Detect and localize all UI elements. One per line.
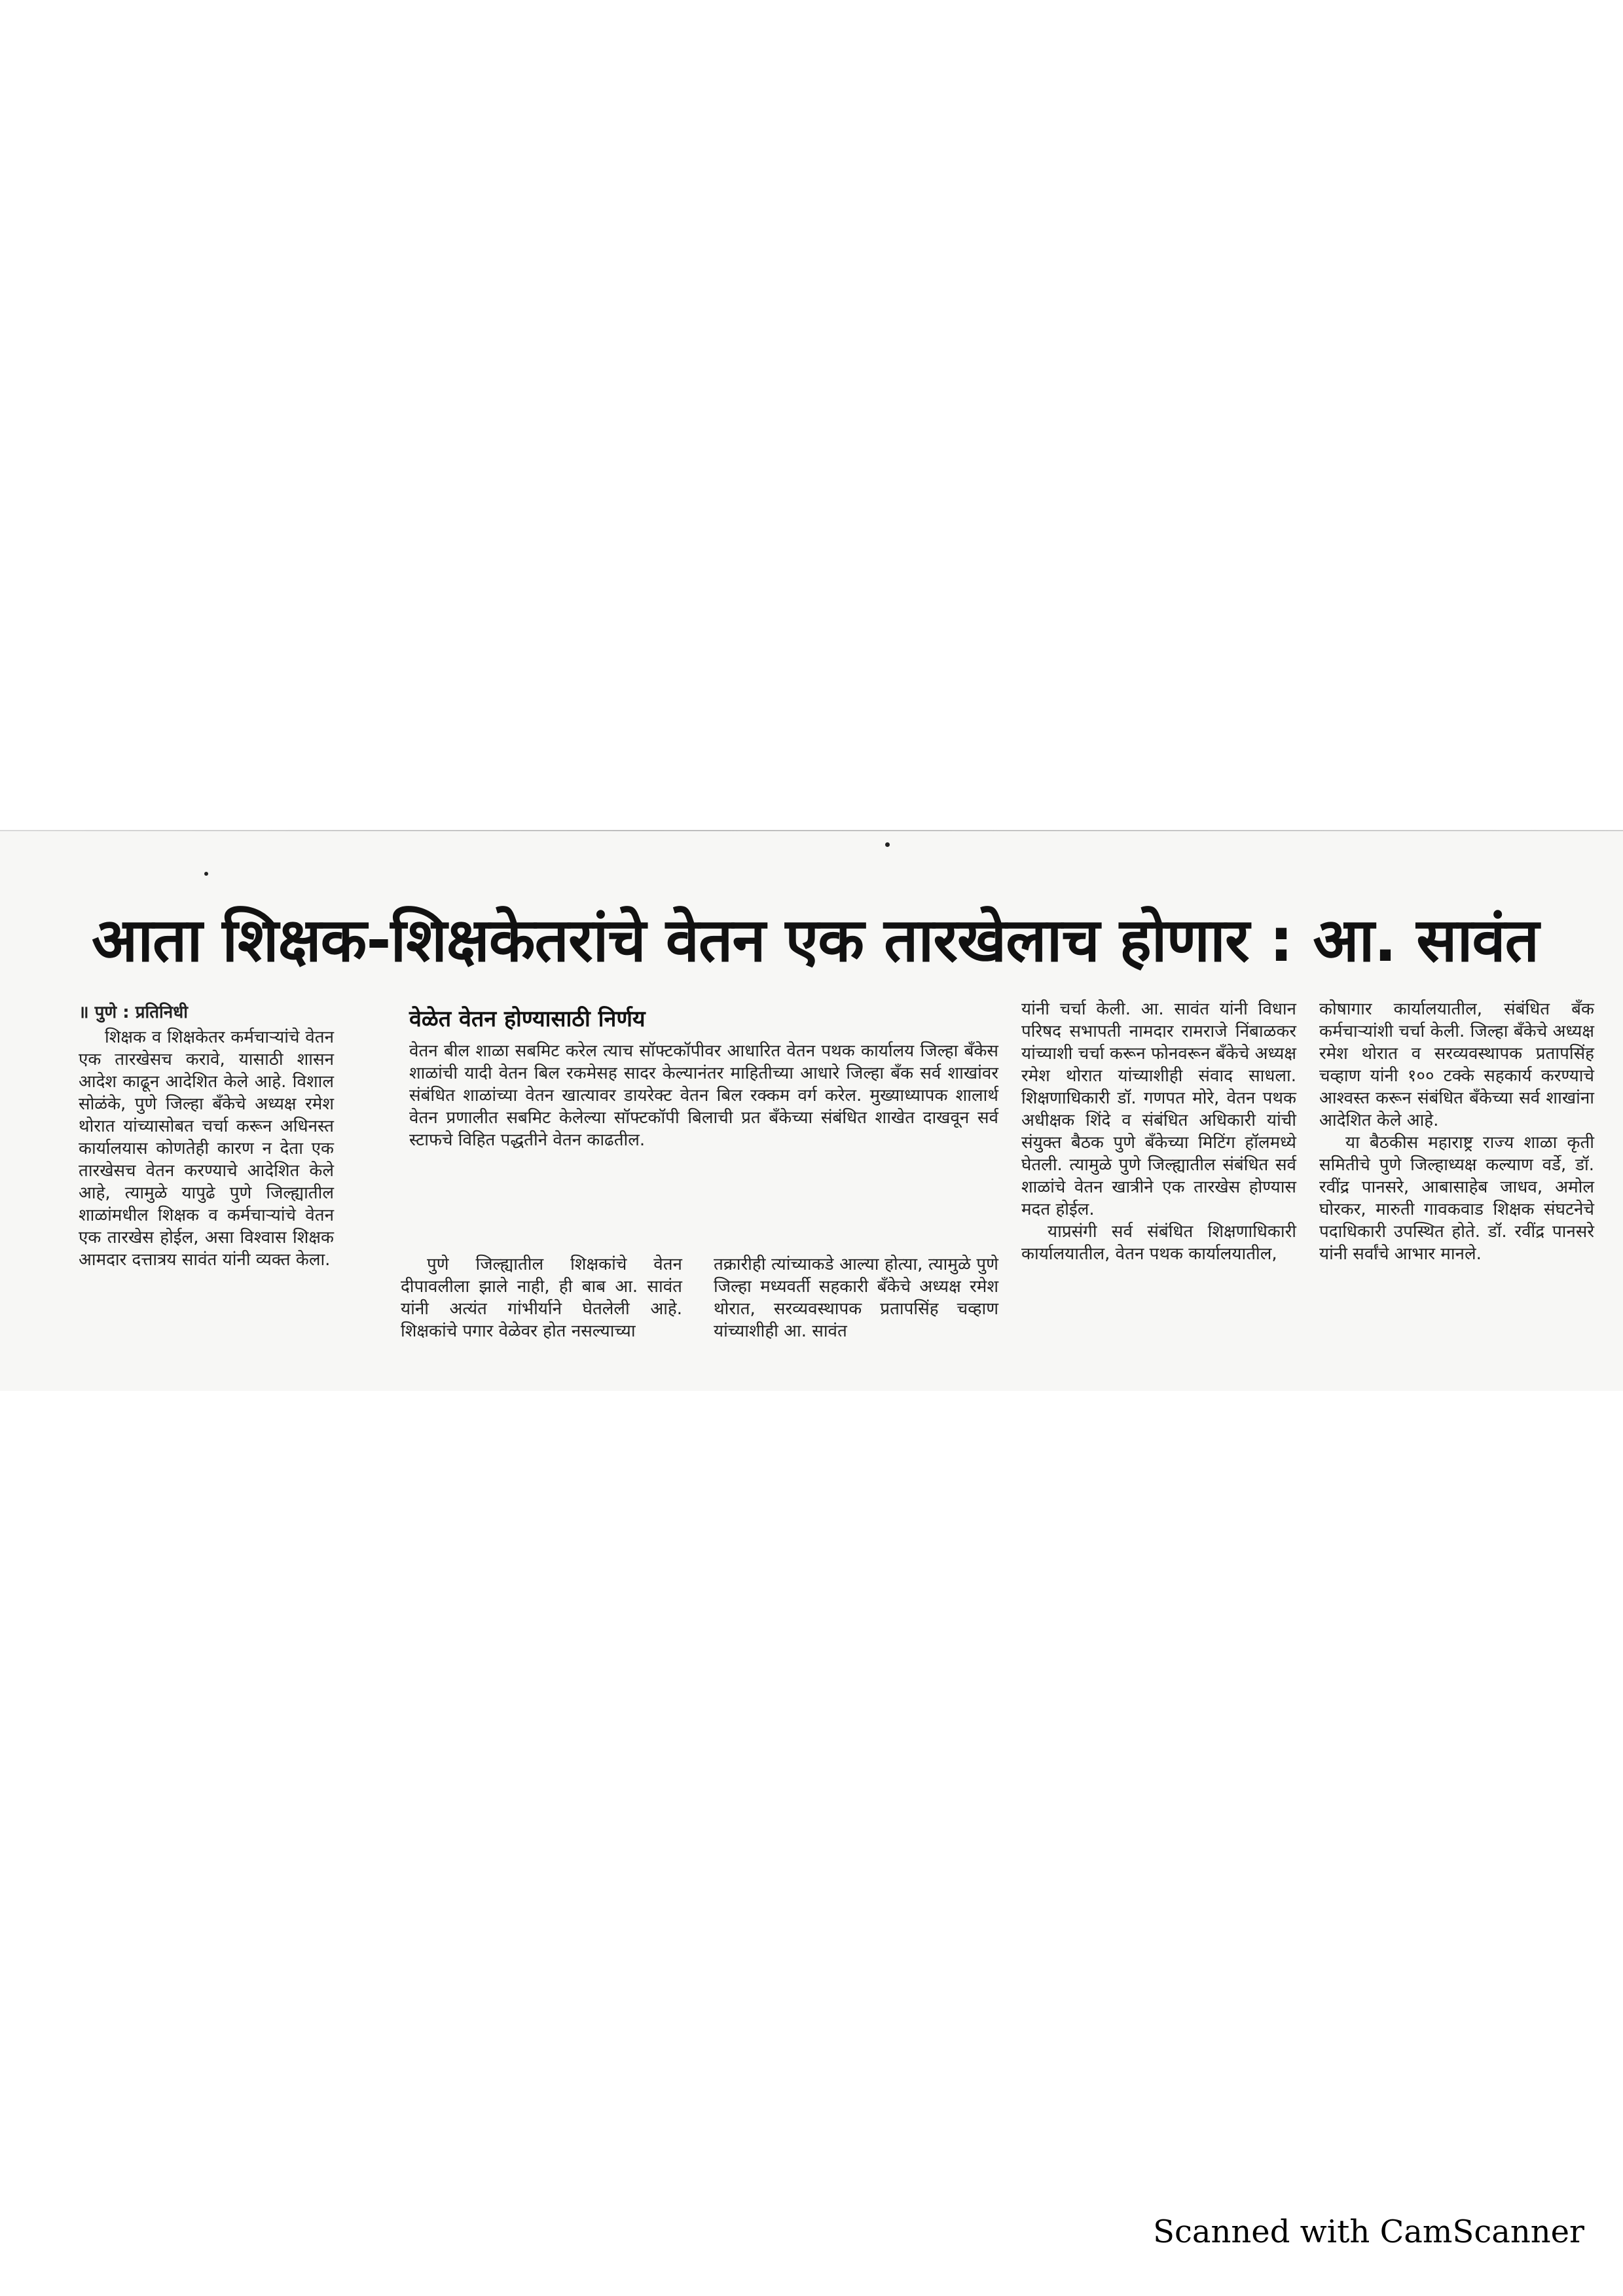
article-paragraph: या बैठकीस महाराष्ट्र राज्य शाळा कृती समितीचे पुणे जिल्हाध्यक्ष कल्याण वर्डे, डॉ. रवींद्र पानसरे, आबासाहेब जाधव, अमोल घोरकर, मारुती गावकवाड शिक्षक संघटनेचे पदाधिकारी उपस्थित होते. डॉ. रवींद्र पानसरे यांनी सर्वांचे आभार मानले. <box>1319 1133 1594 1264</box>
article-paragraph: तक्रारीही त्यांच्याकडे आल्या होत्या, त्यामुळे पुणे जिल्हा मध्यवर्ती सहकारी बँकेचे अध्यक्ष रमेश थोरात, सरव्यवस्थापक प्रतापसिंह चव्हाण यांच्याशीही आ. सावंत <box>714 1255 998 1341</box>
scan-speck <box>885 842 890 847</box>
article-column-2-lower-right <box>714 1253 998 1342</box>
article-column-1 <box>79 1001 334 1271</box>
article-paragraph: याप्रसंगी सर्व संबंधित शिक्षणाधिकारी कार्यालयातील, वेतन पथक कार्यालयातील, <box>1021 1222 1296 1264</box>
article-headline: आता शिक्षक-शिक्षकेतरांचे वेतन एक तारखेलाच होणार : आ. सावंत <box>92 905 1539 975</box>
article-paragraph: यांनी चर्चा केली. आ. सावंत यांनी विधान परिषद सभापती नामदार रामराजे निंबाळकर यांच्याशी चर्चा करून फोनवरून बँकेचे अध्यक्ष रमेश थोरात यांच्याशीही संवाद साधला. शिक्षणाधिकारी डॉ. गणपत मोरे, वेतन पथक अधीक्षक शिंदे व संबंधित अधिकारी यांची संयुक्त बैठक पुणे बँकेच्या मिटिंग हॉलमध्ये घेतली. त्यामुळे पुणे जिल्ह्यातील संबंधित सर्व शाळांचे वेतन खात्रीने एक तारखेस होण्यास मदत होईल. <box>1021 999 1296 1219</box>
article-column-4 <box>1319 998 1594 1265</box>
article-paragraph: कोषागार कार्यालयातील, संबंधित बँक कर्मचाऱ्यांशी चर्चा केली. जिल्हा बँकेचे अध्यक्ष रमेश थोरात व सरव्यवस्थापक प्रतापसिंह चव्हाण यांनी १०० टक्के सहकार्य करण्याचे आश्वस्त करून संबंधित बँकेच्या सर्व शाखांना आदेशित केले आहे. <box>1319 999 1594 1130</box>
article-column-2 <box>409 1005 998 1151</box>
scanner-watermark: Scanned with CamScanner <box>1153 2214 1584 2250</box>
article-paragraph: शिक्षक व शिक्षकेतर कर्मचाऱ्यांचे वेतन एक तारखेसच करावे, यासाठी शासन आदेश काढून आदेशित केले आहे. विशाल सोळंके, पुणे जिल्हा बँकेचे अध्यक्ष रमेश थोरात यांच्यासोबत चर्चा करून अधिनस्त कार्यालयास कोणतेही कारण न देता एक तारखेसच वेतन करण्याचे आदेशित केले आहे, त्यामुळे यापुढे पुणे जिल्ह्यातील शाळांमधील शिक्षक व कर्मचाऱ्यांचे वेतन एक तारखेस होईल, असा विश्वास शिक्षक आमदार दत्तात्रय सावंत यांनी व्यक्त केला. <box>79 1028 334 1270</box>
article-column-2-lower-left <box>401 1253 682 1342</box>
scan-speck <box>204 872 208 876</box>
article-paragraph: पुणे जिल्ह्यातील शिक्षकांचे वेतन दीपावलीला झाले नाही, ही बाब आ. सावंत यांनी अत्यंत गांभीर्याने घेतलेली आहे. शिक्षकांचे पगार वेळेवर होत नसल्याच्या <box>401 1255 682 1341</box>
article-dateline: ॥ पुणे : प्रतिनिधी <box>79 1003 188 1022</box>
article-paragraph: वेतन बील शाळा सबमिट करेल त्याच सॉफ्टकॉपीवर आधारित वेतन पथक कार्यालय जिल्हा बँकेस शाळांची यादी वेतन बिल रकमेसह सादर केल्यानंतर माहितीच्या आधारे जिल्हा बँक सर्व शाखांवर संबंधित शाळांच्या वेतन खात्यावर डायरेक्ट वेतन बिल रक्कम वर्ग करेल. मुख्याध्यापक शालार्थ वेतन प्रणालीत सबमिट केलेल्या सॉफ्टकॉपी बिलाची प्रत बँकेच्या संबंधित शाखेत दाखवून सर्व स्टाफचे विहित पद्धतीने वेतन काढतील. <box>409 1041 998 1150</box>
article-column-3 <box>1021 998 1296 1265</box>
article-subheading: वेळेत वेतन होण्यासाठी निर्णय <box>409 1006 646 1032</box>
